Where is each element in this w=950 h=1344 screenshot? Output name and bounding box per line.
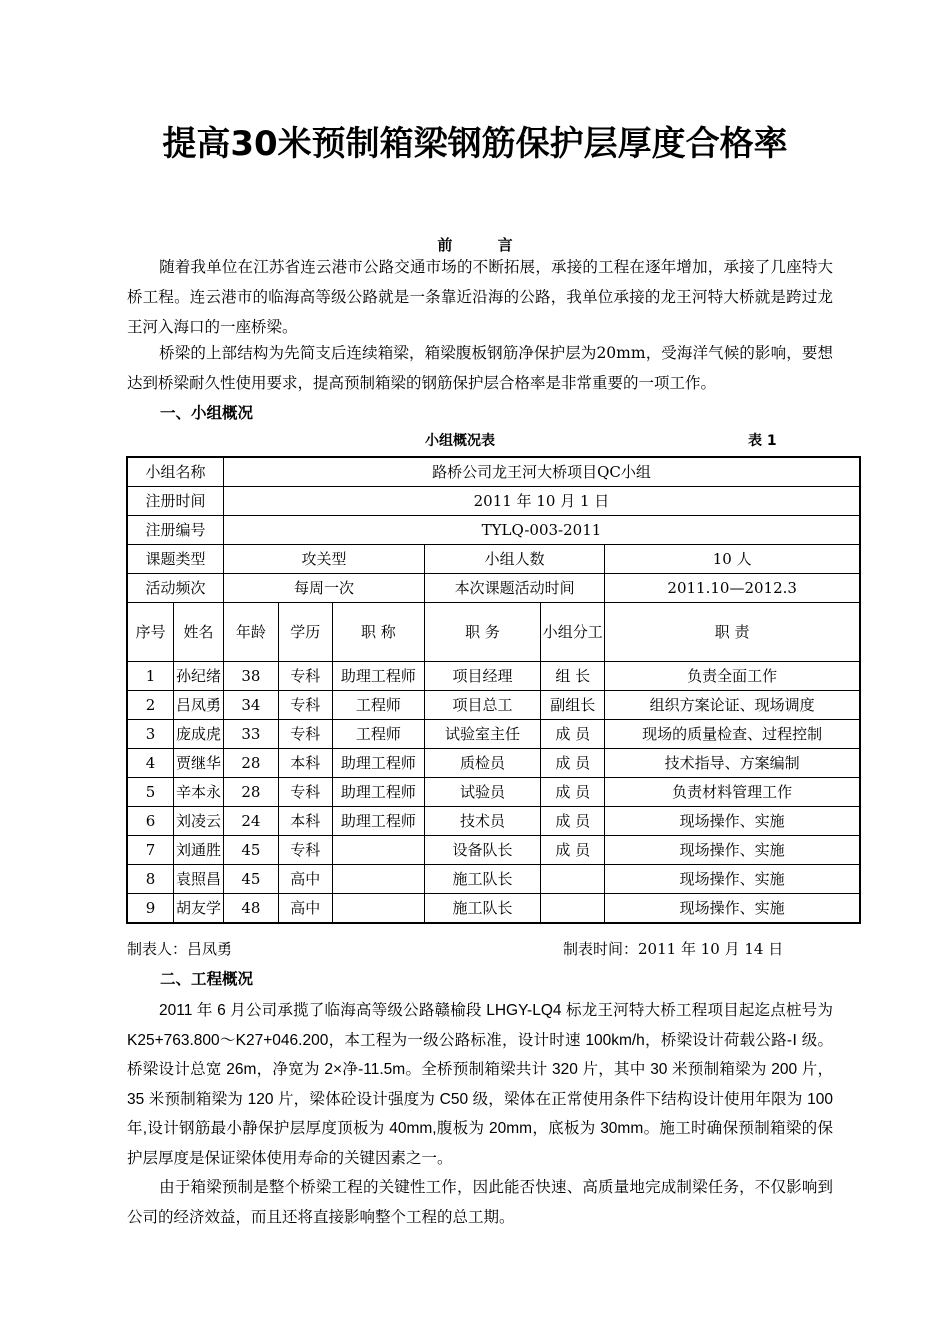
table-cell: 38: [223, 662, 278, 691]
table-row: [127, 778, 860, 807]
table-row: [127, 662, 860, 691]
table-cell: 5: [127, 778, 174, 807]
table-header-row: [127, 603, 860, 662]
col-header: 序号: [127, 603, 174, 662]
table-cell: 项目经理: [425, 662, 541, 691]
table-cell: 专科: [278, 778, 332, 807]
table-cell: 1: [127, 662, 174, 691]
section2-heading: 二、工程概况: [160, 970, 254, 988]
table-cell: 28: [223, 778, 278, 807]
table-row: [127, 457, 860, 487]
preface-paragraph-1: 随着我单位在江苏省连云港市公路交通市场的不断拓展，承接的工程在逐年增加，承接了几座特大桥工程。连云港市的临海高等级公路就是一条靠近沿海的公路，我单位承接的龙王河特大桥就是跨过龙王河入海口的一座桥梁。: [127, 258, 833, 336]
table-cell: 专科: [278, 720, 332, 749]
table-cell: 24: [223, 807, 278, 836]
project-overview: [127, 996, 833, 1232]
table-cell: 现场操作、实施: [605, 836, 860, 865]
table-cell: 34: [223, 691, 278, 720]
table-cell: 袁照昌: [174, 865, 224, 894]
col-header: 职 称: [332, 603, 424, 662]
group-overview-table: [126, 456, 861, 924]
table-cell: 副组长: [541, 691, 605, 720]
col-header: 职 责: [605, 603, 860, 662]
table-cell: 9: [127, 894, 174, 924]
table-cell: 庞成虎: [174, 720, 224, 749]
table-cell: 刘通胜: [174, 836, 224, 865]
table-cell: 8: [127, 865, 174, 894]
table-cell: 4: [127, 749, 174, 778]
table-row: [127, 691, 860, 720]
table-cell: 28: [223, 749, 278, 778]
document-title: 提高30米预制箱梁钢筋保护层厚度合格率: [162, 124, 788, 164]
table-cell: [332, 894, 424, 924]
table-cell: 胡友学: [174, 894, 224, 924]
table-cell: 工程师: [332, 691, 424, 720]
reg-no-label: 注册编号: [127, 516, 223, 545]
table-cell: 专科: [278, 836, 332, 865]
table-row: [127, 865, 860, 894]
table-row: [127, 545, 860, 574]
table-cell: 项目总工: [425, 691, 541, 720]
freq-label: 活动频次: [127, 574, 223, 603]
table-cell: 助理工程师: [332, 662, 424, 691]
table-cell: 成 员: [541, 807, 605, 836]
col-header: 小组分工: [541, 603, 605, 662]
table-cell: [541, 865, 605, 894]
table-cell: [541, 894, 605, 924]
table-cell: 孙纪绪: [174, 662, 224, 691]
reg-time-value: 2011 年 10 月 1 日: [223, 487, 860, 516]
preface-heading: 前 言: [437, 236, 513, 254]
member-rows: [127, 662, 860, 924]
table-cell: 7: [127, 836, 174, 865]
table-maker: 制表人：吕凤勇: [127, 940, 233, 958]
table-cell: 刘凌云: [174, 807, 224, 836]
table-cell: 施工队长: [425, 865, 541, 894]
reg-no-value: TYLQ-003-2011: [223, 516, 860, 545]
section1-heading: 一、小组概况: [160, 404, 254, 422]
table-cell: 33: [223, 720, 278, 749]
topic-type-value: 攻关型: [223, 545, 424, 574]
freq-value: 每周一次: [223, 574, 424, 603]
table-made-time: 制表时间：2011 年 10 月 14 日: [563, 940, 784, 958]
preface-paragraph-2: 桥梁的上部结构为先简支后连续箱梁，箱梁腹板钢筋净保护层为20mm，受海洋气候的影响，要想达到桥梁耐久性使用要求，提高预制箱梁的钢筋保护层合格率是非常重要的一项工作。: [127, 344, 833, 392]
table-cell: 成 员: [541, 836, 605, 865]
table-cell: 成 员: [541, 749, 605, 778]
name-label: 小组名称: [127, 457, 223, 487]
table-cell: 施工队长: [425, 894, 541, 924]
col-header: 姓名: [174, 603, 224, 662]
table-cell: 现场操作、实施: [605, 865, 860, 894]
table-row: [127, 720, 860, 749]
table-cell: 45: [223, 865, 278, 894]
table-cell: 专科: [278, 691, 332, 720]
table-row: [127, 487, 860, 516]
table-cell: 本科: [278, 807, 332, 836]
members-label: 小组人数: [425, 545, 605, 574]
table-cell: 组织方案论证、现场调度: [605, 691, 860, 720]
table-row: [127, 749, 860, 778]
table-row: [127, 807, 860, 836]
table-cell: 试验室主任: [425, 720, 541, 749]
reg-time-label: 注册时间: [127, 487, 223, 516]
table-cell: 设备队长: [425, 836, 541, 865]
table-cell: 负责材料管理工作: [605, 778, 860, 807]
table-cell: 工程师: [332, 720, 424, 749]
table-row: [127, 574, 860, 603]
period-label: 本次课题活动时间: [425, 574, 605, 603]
table-cell: 成 员: [541, 720, 605, 749]
col-header: 学历: [278, 603, 332, 662]
table-cell: 贾继华: [174, 749, 224, 778]
table-caption: 小组概况表: [425, 433, 495, 449]
table-cell: 高中: [278, 865, 332, 894]
topic-type-label: 课题类型: [127, 545, 223, 574]
table-cell: 48: [223, 894, 278, 924]
table-cell: 45: [223, 836, 278, 865]
table-cell: 6: [127, 807, 174, 836]
table-cell: 本科: [278, 749, 332, 778]
table-cell: 组 长: [541, 662, 605, 691]
table-cell: 高中: [278, 894, 332, 924]
table-cell: 吕凤勇: [174, 691, 224, 720]
table-row: [127, 894, 860, 924]
table-cell: 助理工程师: [332, 778, 424, 807]
table-cell: 3: [127, 720, 174, 749]
project-paragraph-2: 由于箱梁预制是整个桥梁工程的关键性工作，因此能否快速、高质量地完成制梁任务，不仅影响到公司的经济效益，而且还将直接影响整个工程的总工期。: [127, 1178, 833, 1226]
table-cell: [332, 865, 424, 894]
table-row: [127, 516, 860, 545]
table-cell: 质检员: [425, 749, 541, 778]
table-cell: 试验员: [425, 778, 541, 807]
table-cell: 现场的质量检查、过程控制: [605, 720, 860, 749]
members-value: 10 人: [605, 545, 860, 574]
table-cell: 辛本永: [174, 778, 224, 807]
table-cell: 负责全面工作: [605, 662, 860, 691]
table-cell: 成 员: [541, 778, 605, 807]
col-header: 职 务: [425, 603, 541, 662]
table-cell: 现场操作、实施: [605, 807, 860, 836]
table-cell: 2: [127, 691, 174, 720]
table-cell: 现场操作、实施: [605, 894, 860, 924]
col-header: 年龄: [223, 603, 278, 662]
name-value: 路桥公司龙王河大桥项目QC小组: [223, 457, 860, 487]
project-paragraph-1: 2011 年 6 月公司承揽了临海高等级公路赣榆段 LHGY-LQ4 标龙王河特大桥工程项目起迄点桩号为 K25+763.800～K27+046.200，本工程为一级公路标准，设计时速 100km/h，桥梁设计荷载公路-Ⅰ 级。桥梁设计总宽 26m，净宽为 2×净-11.5m。全桥预制箱梁共计 320 片，其中 30 米预制箱梁为 200 片，35 米预制箱梁为 120 片，梁体砼设计强度为 C50 级，梁体在正常使用条件下结构设计使用年限为 100 年,设计钢筋最小静保护层厚度顶板为 40mm,腹板为 20mm，底板为 30mm。施工时确保预制箱梁的保护层厚度是保证梁体使用寿命的关键因素之一。: [127, 1002, 833, 1167]
table-row: [127, 836, 860, 865]
table-cell: 助理工程师: [332, 749, 424, 778]
table-cell: 技术指导、方案编制: [605, 749, 860, 778]
table-cell: 助理工程师: [332, 807, 424, 836]
table-number: 表 1: [748, 433, 777, 449]
table-cell: [332, 836, 424, 865]
table-cell: 技术员: [425, 807, 541, 836]
table-cell: 专科: [278, 662, 332, 691]
period-value: 2011.10—2012.3: [605, 574, 860, 603]
